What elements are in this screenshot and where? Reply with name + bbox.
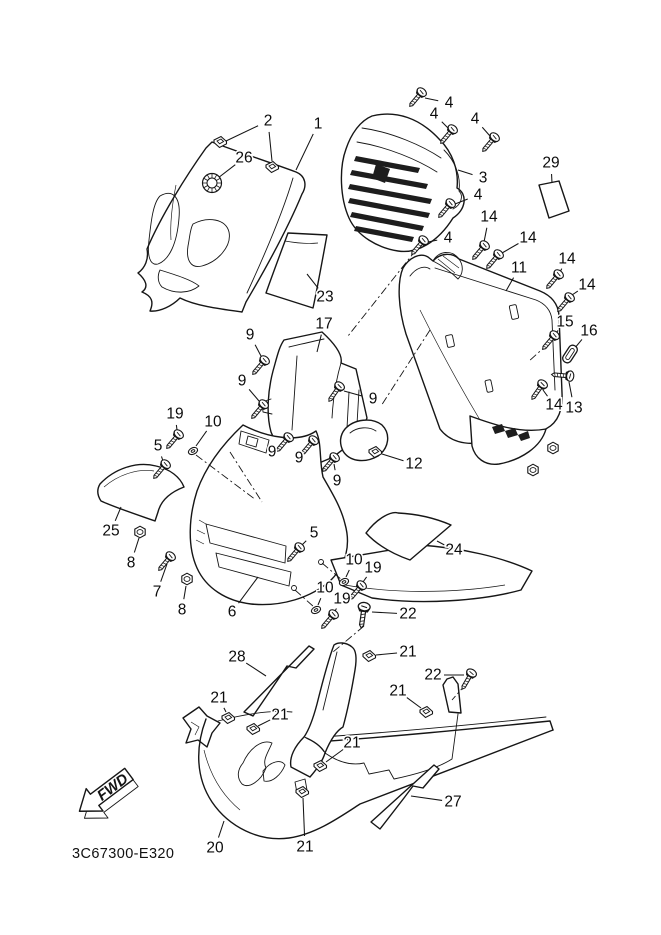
leader-line <box>318 598 321 605</box>
screw-icon <box>318 608 340 632</box>
callout-label-4: 4 <box>444 94 454 112</box>
screw-icon <box>458 667 478 692</box>
callout-label-9: 9 <box>267 443 277 461</box>
callout-label-19: 19 <box>166 405 184 423</box>
callout-label-11: 11 <box>510 259 528 277</box>
screw-icon <box>248 398 270 422</box>
screw-icon <box>543 268 565 292</box>
callout-label-21: 21 <box>296 838 314 856</box>
part-11-inner-shield-panel <box>399 252 562 464</box>
callout-label-17: 17 <box>315 315 333 333</box>
part-25-side-flap <box>98 465 184 521</box>
fwd-arrow <box>71 763 142 830</box>
callout-label-9: 9 <box>332 472 342 490</box>
callout-label-9: 9 <box>237 372 247 390</box>
callout-label-4: 4 <box>473 186 483 204</box>
washer-icon <box>187 446 198 456</box>
leader-line <box>482 127 490 136</box>
callout-label-2: 2 <box>263 112 273 130</box>
clip-icon <box>420 707 433 718</box>
callout-label-6: 6 <box>227 603 237 621</box>
part-27-strip-sticker <box>371 765 439 829</box>
callout-label-14: 14 <box>545 396 563 414</box>
leader-line <box>411 796 442 800</box>
callout-label-21: 21 <box>210 689 228 707</box>
callout-label-19: 19 <box>333 590 351 608</box>
screw-icon <box>406 86 428 110</box>
callout-label-14: 14 <box>558 250 576 268</box>
callout-label-21: 21 <box>343 734 361 752</box>
washer-icon <box>310 605 321 615</box>
callout-label-23: 23 <box>316 288 334 306</box>
callout-label-21: 21 <box>271 706 289 724</box>
nut-icon <box>528 464 538 476</box>
callout-label-14: 14 <box>519 229 537 247</box>
emblem-icon <box>203 174 222 193</box>
nut-icon <box>548 442 558 454</box>
callout-label-5: 5 <box>153 437 163 455</box>
clip-icon <box>247 724 260 735</box>
callout-label-4: 4 <box>429 105 439 123</box>
leader-line <box>224 708 226 712</box>
callout-label-4: 4 <box>470 110 480 128</box>
screw-icon <box>163 428 185 452</box>
nut-icon <box>182 573 192 585</box>
callout-label-14: 14 <box>578 276 596 294</box>
callout-label-25: 25 <box>102 522 120 540</box>
leader-line <box>296 134 313 170</box>
callout-label-9: 9 <box>294 449 304 467</box>
drawing-code: 3C67300-E320 <box>72 846 175 862</box>
callout-label-13: 13 <box>565 399 583 417</box>
leader-line <box>269 132 272 161</box>
callout-label-24: 24 <box>445 541 463 559</box>
callout-label-21: 21 <box>389 682 407 700</box>
fwd-label: FWD <box>94 770 132 805</box>
part-28-strip-sticker <box>244 646 314 716</box>
callout-label-4: 4 <box>443 229 453 247</box>
callout-label-15: 15 <box>556 313 574 331</box>
callout-label-29: 29 <box>542 154 560 172</box>
leader-line <box>226 126 258 141</box>
callout-label-8: 8 <box>126 554 136 572</box>
callout-label-12: 12 <box>405 455 423 473</box>
callout-label-27: 27 <box>444 793 462 811</box>
leader-line <box>303 798 305 836</box>
callout-label-16: 16 <box>580 322 598 340</box>
callout-label-22: 22 <box>399 605 417 623</box>
callout-label-20: 20 <box>206 839 224 857</box>
callout-label-9: 9 <box>245 326 255 344</box>
leader-line <box>458 170 473 175</box>
leader-line <box>382 454 404 461</box>
callout-label-10: 10 <box>316 579 334 597</box>
callout-label-10: 10 <box>204 413 222 431</box>
leader-line <box>249 389 259 401</box>
leader-line <box>569 382 572 397</box>
callout-label-3: 3 <box>478 169 488 187</box>
screw-icon <box>469 239 491 263</box>
parts-layer <box>71 114 569 862</box>
callout-label-22: 22 <box>424 666 442 684</box>
callout-label-28: 28 <box>228 648 246 666</box>
leader-line <box>502 243 518 253</box>
callout-label-21: 21 <box>399 643 417 661</box>
leader-line <box>334 464 335 470</box>
callout-label-5: 5 <box>309 524 319 542</box>
leader-line <box>425 98 438 101</box>
leader-line <box>134 538 139 553</box>
nut-icon <box>135 526 145 538</box>
screw-icon <box>355 602 370 629</box>
screw-icon <box>249 354 271 378</box>
callout-label-26: 26 <box>235 149 253 167</box>
screw-icon <box>483 248 505 272</box>
leader-line <box>196 431 207 446</box>
clip-icon <box>363 651 376 662</box>
callout-label-7: 7 <box>152 583 162 601</box>
part-29-sticker <box>539 181 569 218</box>
leader-line <box>115 507 121 521</box>
clip-icon <box>222 713 235 724</box>
screw-icon <box>479 131 501 155</box>
leader-line <box>218 821 224 838</box>
leader-line <box>437 541 444 545</box>
leader-line <box>407 698 421 708</box>
leader-line <box>376 653 397 655</box>
leader-line <box>258 720 270 726</box>
leader-line <box>372 612 397 613</box>
callout-label-14: 14 <box>480 208 498 226</box>
leader-line <box>184 586 186 599</box>
part-20-under-cowl <box>183 643 553 839</box>
callout-label-8: 8 <box>177 601 187 619</box>
leader-line <box>246 663 266 676</box>
leader-line <box>255 345 261 356</box>
callout-label-10: 10 <box>345 551 363 569</box>
screw-icon <box>155 550 177 574</box>
callout-label-1: 1 <box>313 115 323 133</box>
leader-line <box>442 122 448 128</box>
callout-label-9: 9 <box>368 390 378 408</box>
leader-line <box>484 228 487 242</box>
callout-label-19: 19 <box>364 559 382 577</box>
